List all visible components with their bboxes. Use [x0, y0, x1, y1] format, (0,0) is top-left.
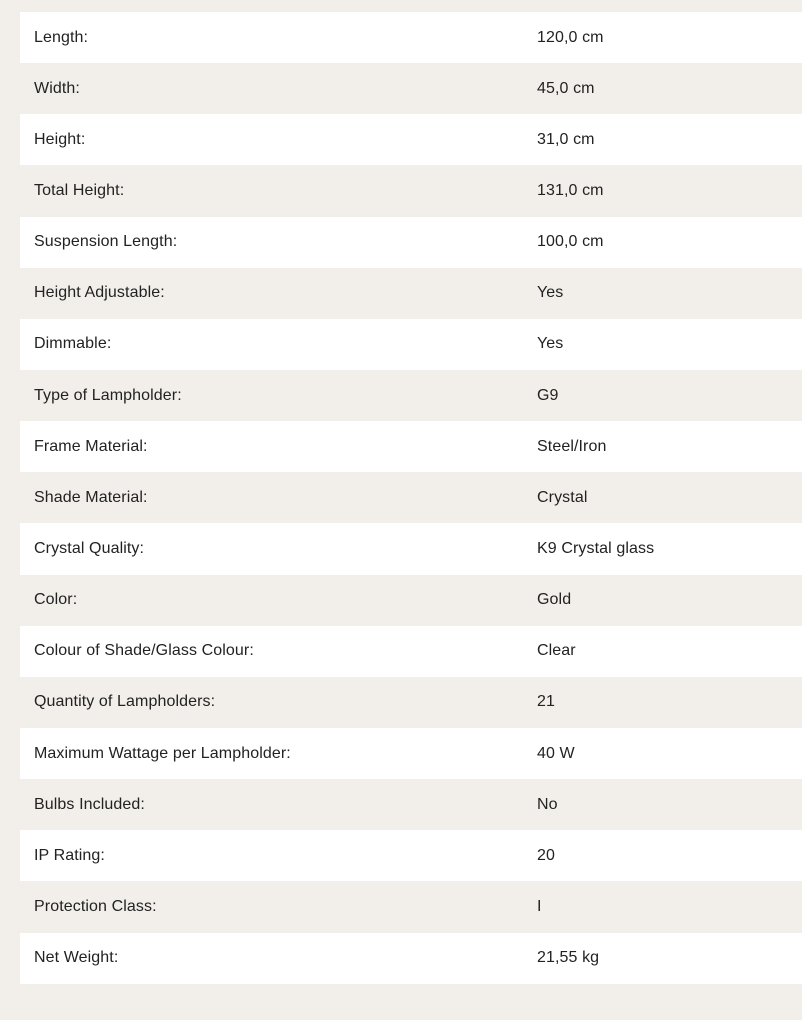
spec-label: Total Height:	[34, 181, 125, 199]
spec-value: 21	[537, 693, 555, 711]
spec-row	[20, 472, 802, 523]
spec-value: 21,55 kg	[537, 949, 600, 967]
spec-value: 45,0 cm	[537, 79, 595, 97]
spec-value: G9	[537, 386, 559, 404]
spec-row	[20, 830, 802, 881]
spec-label: Suspension Length:	[34, 233, 178, 251]
spec-row	[20, 370, 802, 421]
spec-value: Gold	[537, 591, 572, 609]
spec-row	[20, 421, 802, 472]
spec-label: Dimmable:	[34, 335, 112, 353]
spec-label: Width:	[34, 79, 80, 97]
spec-value: 120,0 cm	[537, 28, 604, 46]
spec-label: Shade Material:	[34, 488, 148, 506]
spec-row	[20, 626, 802, 677]
spec-row	[20, 881, 802, 932]
spec-label: Type of Lampholder:	[34, 386, 182, 404]
spec-label: IP Rating:	[34, 846, 105, 864]
spec-row	[20, 677, 802, 728]
spec-value: K9 Crystal glass	[537, 539, 655, 557]
spec-row	[20, 268, 802, 319]
spec-value: 31,0 cm	[537, 130, 595, 148]
spec-label: Color:	[34, 591, 78, 609]
spec-label: Colour of Shade/Glass Colour:	[34, 642, 254, 660]
spec-label: Bulbs Included:	[34, 795, 145, 813]
spec-value: Yes	[537, 284, 564, 302]
spec-value: 20	[537, 846, 555, 864]
spec-value: Clear	[537, 642, 576, 660]
spec-row	[20, 575, 802, 626]
spec-label: Crystal Quality:	[34, 539, 145, 557]
spec-label: Height:	[34, 130, 86, 148]
spec-value: I	[537, 897, 542, 915]
spec-row	[20, 217, 802, 268]
spec-row	[20, 933, 802, 984]
spec-value: Steel/Iron	[537, 437, 607, 455]
spec-row	[20, 779, 802, 830]
spec-value: 131,0 cm	[537, 181, 604, 199]
spec-value: 100,0 cm	[537, 233, 604, 251]
spec-row	[20, 165, 802, 216]
spec-label: Length:	[34, 28, 89, 46]
spec-value: Yes	[537, 335, 564, 353]
spec-value: 40 W	[537, 744, 575, 762]
spec-label: Height Adjustable:	[34, 284, 165, 302]
spec-row	[20, 12, 802, 63]
spec-value: No	[537, 795, 558, 813]
spec-row	[20, 523, 802, 574]
spec-row	[20, 114, 802, 165]
spec-row	[20, 319, 802, 370]
spec-label: Maximum Wattage per Lampholder:	[34, 744, 291, 762]
spec-row	[20, 728, 802, 779]
spec-label: Frame Material:	[34, 437, 148, 455]
specifications-table	[20, 12, 802, 984]
spec-row	[20, 63, 802, 114]
spec-value: Crystal	[537, 488, 588, 506]
spec-label: Net Weight:	[34, 949, 119, 967]
spec-label: Quantity of Lampholders:	[34, 693, 216, 711]
spec-label: Protection Class:	[34, 897, 157, 915]
